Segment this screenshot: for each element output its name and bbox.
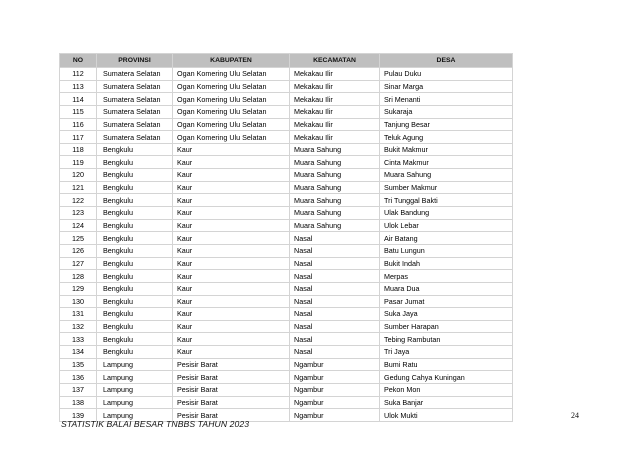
cell-provinsi: Bengkulu xyxy=(97,333,173,346)
cell-no: 126 xyxy=(60,244,97,257)
cell-no: 113 xyxy=(60,80,97,93)
cell-desa: Sumber Harapan xyxy=(380,320,513,333)
table-row xyxy=(60,295,513,308)
cell-kabupaten: Ogan Komering Ulu Selatan xyxy=(173,93,290,106)
cell-kecamatan: Nasal xyxy=(290,270,380,283)
cell-no: 137 xyxy=(60,384,97,397)
cell-provinsi: Lampung xyxy=(97,371,173,384)
cell-no: 115 xyxy=(60,105,97,118)
cell-desa: Pasar Jumat xyxy=(380,295,513,308)
cell-provinsi: Sumatera Selatan xyxy=(97,118,173,131)
cell-no: 124 xyxy=(60,219,97,232)
cell-no: 112 xyxy=(60,68,97,81)
cell-provinsi: Sumatera Selatan xyxy=(97,93,173,106)
cell-kecamatan: Muara Sahung xyxy=(290,219,380,232)
cell-kecamatan: Mekakau Ilir xyxy=(290,105,380,118)
cell-provinsi: Bengkulu xyxy=(97,219,173,232)
cell-desa: Merpas xyxy=(380,270,513,283)
cell-provinsi: Bengkulu xyxy=(97,346,173,359)
table-row xyxy=(60,219,513,232)
cell-desa: Tri Tunggal Bakti xyxy=(380,194,513,207)
cell-kecamatan: Mekakau Ilir xyxy=(290,118,380,131)
table-row xyxy=(60,371,513,384)
cell-kecamatan: Ngambur xyxy=(290,409,380,422)
table-row xyxy=(60,333,513,346)
cell-desa: Pulau Duku xyxy=(380,68,513,81)
cell-no: 129 xyxy=(60,282,97,295)
cell-kecamatan: Mekakau Ilir xyxy=(290,80,380,93)
table-row xyxy=(60,118,513,131)
header-kecamatan: KECAMATAN xyxy=(290,54,380,68)
table-row xyxy=(60,346,513,359)
cell-kabupaten: Kaur xyxy=(173,333,290,346)
cell-provinsi: Sumatera Selatan xyxy=(97,80,173,93)
cell-desa: Bukit Makmur xyxy=(380,143,513,156)
cell-no: 134 xyxy=(60,346,97,359)
header-desa: DESA xyxy=(380,54,513,68)
cell-kabupaten: Kaur xyxy=(173,346,290,359)
cell-desa: Ulok Lebar xyxy=(380,219,513,232)
cell-kabupaten: Ogan Komering Ulu Selatan xyxy=(173,131,290,144)
cell-desa: Sumber Makmur xyxy=(380,181,513,194)
header-provinsi: PROVINSI xyxy=(97,54,173,68)
cell-kabupaten: Ogan Komering Ulu Selatan xyxy=(173,118,290,131)
cell-no: 139 xyxy=(60,409,97,422)
cell-kabupaten: Kaur xyxy=(173,308,290,321)
cell-no: 132 xyxy=(60,320,97,333)
table-row xyxy=(60,143,513,156)
table-row xyxy=(60,207,513,220)
cell-kabupaten: Kaur xyxy=(173,194,290,207)
cell-desa: Ulok Mukti xyxy=(380,409,513,422)
table-row xyxy=(60,194,513,207)
cell-kecamatan: Ngambur xyxy=(290,396,380,409)
cell-no: 128 xyxy=(60,270,97,283)
cell-provinsi: Bengkulu xyxy=(97,270,173,283)
cell-provinsi: Bengkulu xyxy=(97,169,173,182)
cell-kabupaten: Pesisir Barat xyxy=(173,409,290,422)
table-row xyxy=(60,68,513,81)
cell-kecamatan: Muara Sahung xyxy=(290,169,380,182)
cell-provinsi: Sumatera Selatan xyxy=(97,131,173,144)
cell-provinsi: Bengkulu xyxy=(97,143,173,156)
cell-kabupaten: Kaur xyxy=(173,270,290,283)
cell-desa: Tanjung Besar xyxy=(380,118,513,131)
cell-desa: Cinta Makmur xyxy=(380,156,513,169)
table-row xyxy=(60,131,513,144)
cell-kabupaten: Kaur xyxy=(173,244,290,257)
table-row xyxy=(60,358,513,371)
cell-no: 138 xyxy=(60,396,97,409)
table-row xyxy=(60,320,513,333)
table-row xyxy=(60,384,513,397)
cell-desa: Teluk Agung xyxy=(380,131,513,144)
cell-provinsi: Bengkulu xyxy=(97,244,173,257)
cell-kabupaten: Kaur xyxy=(173,282,290,295)
cell-desa: Tebing Rambutan xyxy=(380,333,513,346)
cell-kecamatan: Nasal xyxy=(290,282,380,295)
cell-provinsi: Bengkulu xyxy=(97,282,173,295)
header-kabupaten: KABUPATEN xyxy=(173,54,290,68)
cell-kabupaten: Kaur xyxy=(173,295,290,308)
cell-desa: Ulak Bandung xyxy=(380,207,513,220)
cell-kabupaten: Kaur xyxy=(173,232,290,245)
cell-no: 120 xyxy=(60,169,97,182)
cell-desa: Air Batang xyxy=(380,232,513,245)
cell-provinsi: Bengkulu xyxy=(97,232,173,245)
cell-kabupaten: Ogan Komering Ulu Selatan xyxy=(173,105,290,118)
table-row xyxy=(60,93,513,106)
cell-provinsi: Sumatera Selatan xyxy=(97,68,173,81)
cell-kecamatan: Ngambur xyxy=(290,384,380,397)
cell-kabupaten: Kaur xyxy=(173,169,290,182)
cell-provinsi: Sumatera Selatan xyxy=(97,105,173,118)
cell-kabupaten: Pesisir Barat xyxy=(173,396,290,409)
cell-kabupaten: Kaur xyxy=(173,143,290,156)
cell-no: 117 xyxy=(60,131,97,144)
cell-kecamatan: Muara Sahung xyxy=(290,143,380,156)
cell-desa: Suka Jaya xyxy=(380,308,513,321)
table-row xyxy=(60,181,513,194)
cell-kecamatan: Mekakau Ilir xyxy=(290,68,380,81)
cell-no: 119 xyxy=(60,156,97,169)
cell-provinsi: Bengkulu xyxy=(97,181,173,194)
table-header-row xyxy=(60,54,513,68)
cell-no: 122 xyxy=(60,194,97,207)
cell-desa: Gedung Cahya Kuningan xyxy=(380,371,513,384)
village-table xyxy=(59,53,513,422)
cell-kecamatan: Nasal xyxy=(290,232,380,245)
footer-title: STATISTIK BALAI BESAR TNBBS TAHUN 2023 xyxy=(61,419,250,429)
cell-kecamatan: Muara Sahung xyxy=(290,194,380,207)
table-row xyxy=(60,282,513,295)
cell-kabupaten: Kaur xyxy=(173,219,290,232)
cell-kecamatan: Nasal xyxy=(290,320,380,333)
cell-provinsi: Bengkulu xyxy=(97,156,173,169)
cell-kabupaten: Ogan Komering Ulu Selatan xyxy=(173,68,290,81)
cell-kecamatan: Nasal xyxy=(290,346,380,359)
cell-no: 130 xyxy=(60,295,97,308)
cell-kecamatan: Muara Sahung xyxy=(290,156,380,169)
cell-provinsi: Bengkulu xyxy=(97,295,173,308)
table-row xyxy=(60,308,513,321)
table-row xyxy=(60,156,513,169)
cell-no: 114 xyxy=(60,93,97,106)
cell-kabupaten: Pesisir Barat xyxy=(173,371,290,384)
cell-desa: Bumi Ratu xyxy=(380,358,513,371)
cell-no: 123 xyxy=(60,207,97,220)
village-table-container xyxy=(59,53,512,422)
cell-kecamatan: Ngambur xyxy=(290,371,380,384)
table-row xyxy=(60,232,513,245)
cell-provinsi: Lampung xyxy=(97,384,173,397)
cell-desa: Muara Dua xyxy=(380,282,513,295)
cell-desa: Bukit Indah xyxy=(380,257,513,270)
table-row xyxy=(60,257,513,270)
cell-no: 136 xyxy=(60,371,97,384)
cell-kabupaten: Ogan Komering Ulu Selatan xyxy=(173,80,290,93)
cell-provinsi: Lampung xyxy=(97,409,173,422)
cell-no: 127 xyxy=(60,257,97,270)
cell-kabupaten: Kaur xyxy=(173,181,290,194)
cell-no: 131 xyxy=(60,308,97,321)
cell-kecamatan: Mekakau Ilir xyxy=(290,93,380,106)
cell-desa: Suka Banjar xyxy=(380,396,513,409)
cell-provinsi: Bengkulu xyxy=(97,308,173,321)
cell-kecamatan: Ngambur xyxy=(290,358,380,371)
cell-kecamatan: Nasal xyxy=(290,295,380,308)
cell-desa: Muara Sahung xyxy=(380,169,513,182)
cell-kecamatan: Mekakau Ilir xyxy=(290,131,380,144)
cell-desa: Sinar Marga xyxy=(380,80,513,93)
cell-provinsi: Lampung xyxy=(97,358,173,371)
cell-no: 118 xyxy=(60,143,97,156)
table-row xyxy=(60,270,513,283)
table-body xyxy=(60,68,513,422)
cell-kecamatan: Muara Sahung xyxy=(290,181,380,194)
cell-kecamatan: Nasal xyxy=(290,333,380,346)
table-row xyxy=(60,396,513,409)
cell-kabupaten: Kaur xyxy=(173,320,290,333)
cell-kecamatan: Nasal xyxy=(290,244,380,257)
cell-provinsi: Bengkulu xyxy=(97,194,173,207)
header-no: NO xyxy=(60,54,97,68)
cell-no: 133 xyxy=(60,333,97,346)
table-row xyxy=(60,169,513,182)
page-number: 24 xyxy=(571,411,579,420)
cell-desa: Sukaraja xyxy=(380,105,513,118)
cell-provinsi: Bengkulu xyxy=(97,320,173,333)
cell-kecamatan: Nasal xyxy=(290,257,380,270)
cell-desa: Tri Jaya xyxy=(380,346,513,359)
cell-kabupaten: Kaur xyxy=(173,207,290,220)
cell-desa: Pekon Mon xyxy=(380,384,513,397)
cell-no: 116 xyxy=(60,118,97,131)
cell-kecamatan: Muara Sahung xyxy=(290,207,380,220)
cell-provinsi: Lampung xyxy=(97,396,173,409)
cell-kabupaten: Pesisir Barat xyxy=(173,358,290,371)
cell-no: 121 xyxy=(60,181,97,194)
cell-kabupaten: Kaur xyxy=(173,156,290,169)
cell-kabupaten: Pesisir Barat xyxy=(173,384,290,397)
cell-no: 125 xyxy=(60,232,97,245)
table-row xyxy=(60,244,513,257)
cell-desa: Sri Menanti xyxy=(380,93,513,106)
cell-provinsi: Bengkulu xyxy=(97,207,173,220)
cell-desa: Batu Lungun xyxy=(380,244,513,257)
cell-kabupaten: Kaur xyxy=(173,257,290,270)
cell-no: 135 xyxy=(60,358,97,371)
cell-kecamatan: Nasal xyxy=(290,308,380,321)
table-row xyxy=(60,105,513,118)
table-row xyxy=(60,80,513,93)
table-header xyxy=(60,54,513,68)
cell-provinsi: Bengkulu xyxy=(97,257,173,270)
